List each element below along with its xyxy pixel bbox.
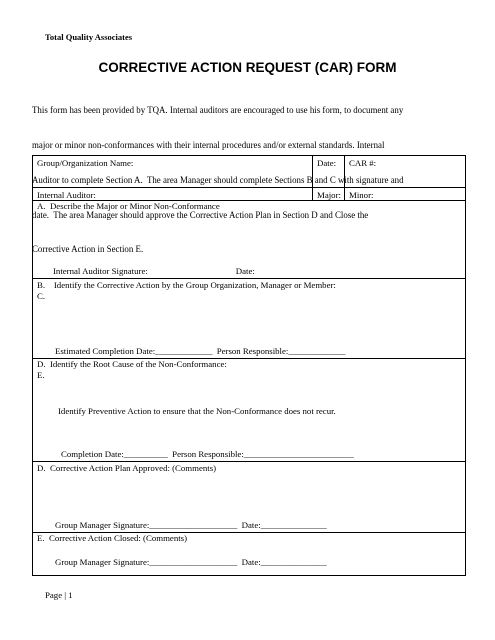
plan-approved-title: D. Corrective Action Plan Approved: (Comments) [37, 463, 217, 473]
group-name-field[interactable] [33, 156, 313, 188]
car-number-field[interactable] [345, 156, 466, 188]
intro-line: date. The area Manager should approve the Corrective Action Plan in Section D and Close the [32, 209, 369, 220]
section-a[interactable] [33, 201, 466, 279]
major-label: Major: [317, 190, 341, 200]
group-name-label: Group/Organization Name: [37, 158, 134, 168]
car-form-table [32, 155, 466, 576]
form-title: CORRECTIVE ACTION REQUEST (CAR) FORM [98, 60, 397, 75]
major-checkbox-cell[interactable] [313, 188, 345, 201]
section-d-e[interactable] [33, 359, 466, 462]
page-number: Page | 1 [45, 590, 73, 600]
internal-auditor-field[interactable] [33, 188, 313, 201]
section-e-title: E. [37, 370, 45, 380]
internal-auditor-label: Internal Auditor: [37, 190, 96, 200]
minor-label: Minor: [349, 190, 374, 200]
action-closed-signature: Group Manager Signature:____________________ Date:_______________ [55, 557, 327, 567]
intro-line: major or minor non-conformances with their internal procedures and/or external standards. Internal [32, 139, 385, 150]
section-d-plan-approved[interactable] [33, 462, 466, 533]
plan-approved-signature: Group Manager Signature:____________________ Date:_______________ [55, 520, 327, 530]
intro-line: This form has been provided by TQA. Internal auditors are encouraged to use his form, to document any [32, 105, 404, 116]
preventive-action-text: Identify Preventive Action to ensure that the Non-Conformance does not recur. [58, 406, 336, 416]
section-a-signature: Internal Auditor Signature: Date: [53, 266, 255, 276]
date-label: Date: [317, 158, 337, 168]
action-closed-title: E. Corrective Action Closed: (Comments) [37, 533, 188, 543]
intro-line: Auditor to complete Section A. The area Manager should complete Sections B and C with signature and [32, 174, 404, 185]
section-b-title: B. Identify the Corrective Action by the Group Organization, Manager or Member: [37, 280, 336, 290]
organization-header: Total Quality Associates [45, 32, 133, 42]
minor-checkbox-cell[interactable] [345, 188, 466, 201]
date-field[interactable] [313, 156, 345, 188]
section-e-closed[interactable] [33, 533, 466, 576]
section-d-title: D. Identify the Root Cause of the Non-Conformance: [37, 359, 227, 369]
section-a-title: A. Describe the Major or Minor Non-Conformance [37, 201, 220, 211]
section-de-footer: Completion Date:__________ Person Responsible:_________________________ [61, 449, 354, 459]
section-b-c[interactable] [33, 279, 466, 359]
section-bc-footer: Estimated Completion Date:_____________ Person Responsible:_____________ [55, 346, 346, 356]
intro-line: Corrective Action in Section E. [32, 244, 144, 255]
section-c-title: C. [37, 291, 46, 301]
car-number-label: CAR #: [349, 158, 377, 168]
